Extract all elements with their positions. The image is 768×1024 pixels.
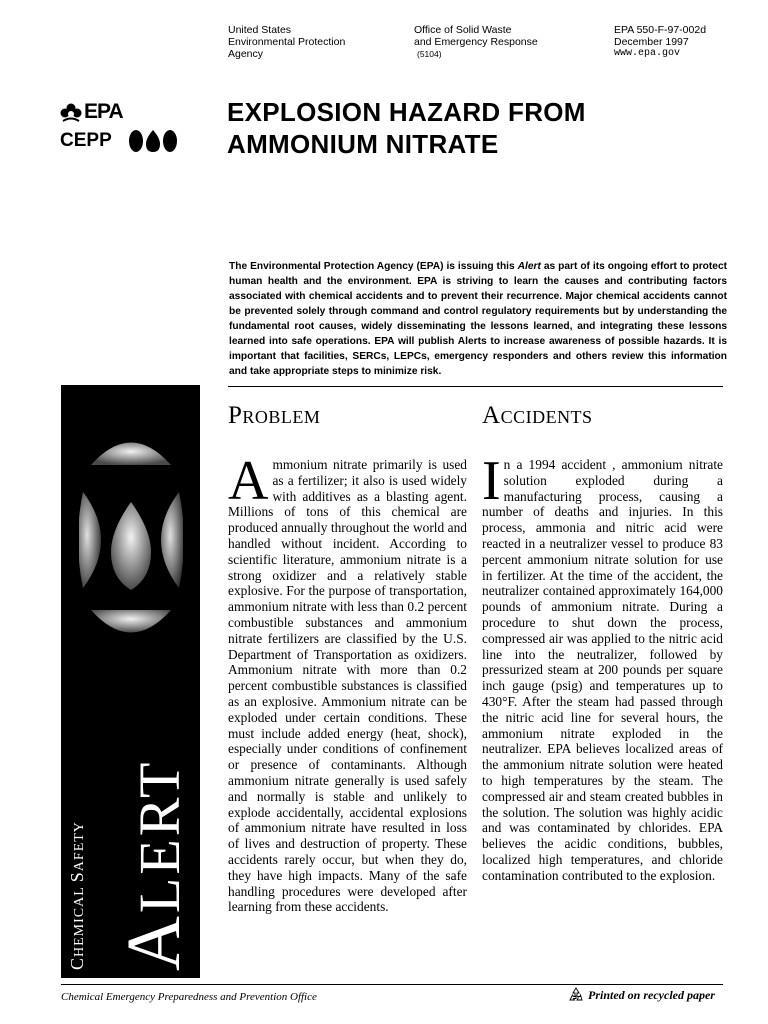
- office-name: Office of Solid Waste and Emergency Response (5104): [414, 24, 538, 59]
- problem-dropcap: A: [228, 450, 269, 512]
- web-address[interactable]: www.epa.gov: [614, 48, 681, 59]
- page-title: EXPLOSION HAZARD FROM AMMONIUM NITRATE: [227, 97, 586, 159]
- chemical-safety-label: CHEMICAL SAFETY: [67, 821, 87, 970]
- footer-divider: [61, 984, 723, 985]
- agency-name: United States Environmental Protection Agency: [228, 24, 346, 60]
- section-divider: [228, 386, 723, 387]
- logo-block: [60, 100, 180, 160]
- alert-label: ALERT: [112, 759, 196, 971]
- accidents-text: In a 1994 accident , ammonium nitrate solution exploded during a manufacturing process, causing a number of deaths and injuries. In this process, ammonia and nitric acid were reacted in a neutralizer vessel to produce 83 percent ammonium nitrate solution for use in fertilizer. At the time of the accident, the neutralizer contained approximately 164,000 pounds of ammonium nitrate. During a procedure to shut down the process, compressed air was applied to the nitric acid line into the neutralizer, followed by pressurized steam at 200 pounds per square inch gauge (psig) and temperatures up to 430°F. After the steam had passed through the nitric acid line for several hours, the ammonium nitrate exploded in the neutralizer. EPA believes localized areas of the ammonium nitrate solution were heated to high temperatures by the steam. The compressed air and steam created bubbles in the solution. The solution was highly acidic and was contaminated by chlorides. EPA believes the acidic conditions, bubbles, localized high temperatures, and chloride contamination contributed to the explosion.: [482, 450, 723, 883]
- problem-heading: PROBLEM: [228, 402, 321, 429]
- document-info: [614, 24, 706, 60]
- recycle-icon: [568, 987, 584, 1003]
- accidents-dropcap: I: [482, 450, 501, 512]
- cepp-drop-emblem-icon: [79, 430, 183, 645]
- epa-logo-text: EPA: [84, 100, 123, 123]
- cepp-drop-icon: [126, 128, 180, 154]
- accidents-heading: ACCIDENTS: [482, 402, 593, 429]
- doc-date: December 1997: [614, 36, 689, 48]
- problem-text: Ammonium nitrate primarily is used as a fertilizer; it also is used widely with additives as a blasting agent. Millions of tons of this chemical are produced annually throughout the world and handled without incident. According to scientific literature, ammonium nitrate is a strong oxidizer and a relatively stable explosive. For the purpose of transportation, ammonium nitrate with less than 0.2 percent combustible substances and ammonium nitrate fertilizers are classified by the U.S. Department of Transportation as oxidizers. Ammonium nitrate with more than 0.2 percent combustible substances is classified as an explosive. Ammonium nitrate can be exploded under certain conditions. These must include added energy (heat, shock), especially under conditions of confinement or presence of contaminants. Although ammonium nitrate generally is used safely and normally is stable and unlikely to explode accidentally, accidental explosions of ammonium nitrate have resulted in loss of lives and destruction of property. These accidents rarely occur, but when they do, they have high impacts. Many of the safe handling procedures were developed after learning from these accidents.: [228, 450, 467, 915]
- footer-office: Chemical Emergency Preparedness and Prevention Office: [61, 991, 317, 1003]
- recycled-note: Printed on recycled paper: [568, 987, 715, 1003]
- doc-number: EPA 550-F-97-002d: [614, 24, 707, 36]
- intro-paragraph: The Environmental Protection Agency (EPA) is issuing this Alert as part of its ongoing effort to protect human health and the environment. EPA is striving to learn the causes and contributing factors associated with chemical accidents and to prevent their recurrence. Major chemical accidents cannot be prevented solely through command and control regulatory requirements but by understanding the fundamental root causes, widely disseminating the lessons learned, and integrating these lessons learned into safe operations. EPA will publish Alerts to increase awareness of possible hazards. It is important that facilities, SERCs, LEPCs, emergency responders and others review this information and take appropriate steps to minimize risk.: [229, 261, 727, 377]
- cepp-logo-text: CEPP: [60, 130, 112, 151]
- alert-sidebar: [61, 385, 200, 978]
- epa-flower-icon: [60, 102, 82, 122]
